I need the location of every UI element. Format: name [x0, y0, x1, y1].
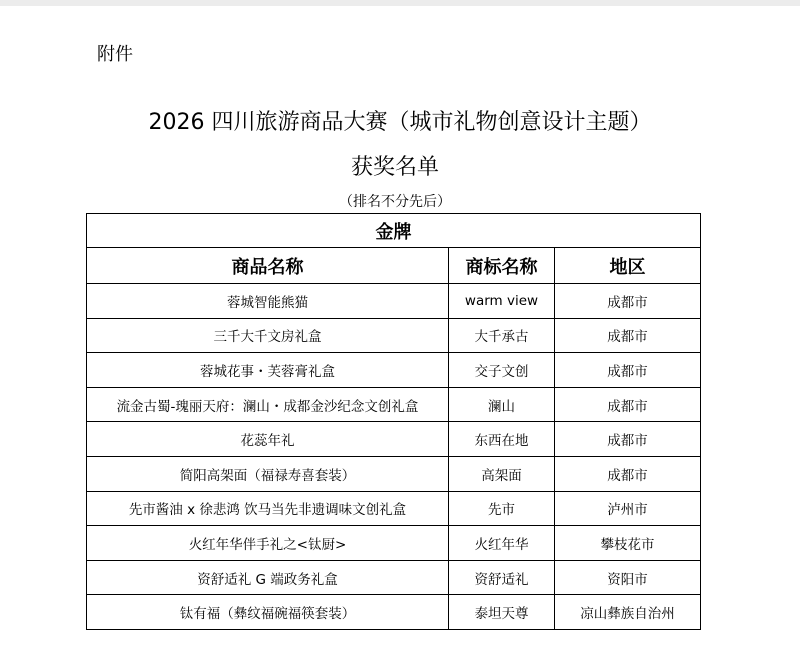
- column-header-product: 商品名称: [87, 248, 449, 284]
- table-row: [87, 595, 701, 630]
- product-name: 蓉城花事・芙蓉膏礼盒: [87, 353, 449, 388]
- product-name: 钛有福（彝纹福碗福筷套装）: [87, 595, 449, 630]
- brand-name: 澜山: [449, 387, 555, 422]
- brand-name: 先市: [449, 491, 555, 526]
- brand-name: 资舒适礼: [449, 560, 555, 595]
- region: 成都市: [555, 456, 701, 491]
- region: 成都市: [555, 318, 701, 353]
- region: 凉山彝族自治州: [555, 595, 701, 630]
- product-name: 花蕊年礼: [87, 422, 449, 457]
- product-name: 三千大千文房礼盒: [87, 318, 449, 353]
- table-row: [87, 422, 701, 457]
- region: 泸州市: [555, 491, 701, 526]
- product-name: 先市酱油 x 徐悲鸿 饮马当先非遗调味文创礼盒: [87, 491, 449, 526]
- brand-name: warm view: [449, 284, 555, 319]
- region: 成都市: [555, 353, 701, 388]
- column-header-brand: 商标名称: [449, 248, 555, 284]
- medal-header: 金牌: [87, 214, 701, 248]
- table-row: [87, 526, 701, 561]
- brand-name: 交子文创: [449, 353, 555, 388]
- brand-name: 东西在地: [449, 422, 555, 457]
- product-name: 火红年华伴手礼之<钛厨>: [87, 526, 449, 561]
- product-name: 简阳高架面（福禄寿喜套装）: [87, 456, 449, 491]
- brand-name: 大千承古: [449, 318, 555, 353]
- region: 攀枝花市: [555, 526, 701, 561]
- awards-table: [86, 213, 701, 630]
- table-row: [87, 491, 701, 526]
- document-title: 2026 四川旅游商品大赛（城市礼物创意设计主题）: [148, 110, 652, 135]
- brand-name: 火红年华: [449, 526, 555, 561]
- table-row: [87, 456, 701, 491]
- product-name: 蓉城智能熊猫: [87, 284, 449, 319]
- document-subtitle: 获奖名单: [350, 155, 439, 180]
- top-bar: [0, 0, 800, 6]
- region: 成都市: [555, 422, 701, 457]
- brand-name: 泰坦天尊: [449, 595, 555, 630]
- table-row: [87, 560, 701, 595]
- table-row: [87, 284, 701, 319]
- region: 成都市: [555, 387, 701, 422]
- product-name: 资舒适礼 G 端政务礼盒: [87, 560, 449, 595]
- attachment-label: 附件: [97, 44, 133, 65]
- ranking-note: （排名不分先后）: [339, 194, 451, 210]
- table-row: [87, 353, 701, 388]
- region: 资阳市: [555, 560, 701, 595]
- table-row: [87, 318, 701, 353]
- brand-name: 高架面: [449, 456, 555, 491]
- product-name: 流金古蜀-瑰丽天府：澜山・成都金沙纪念文创礼盒: [87, 387, 449, 422]
- column-header-region: 地区: [555, 248, 701, 284]
- table-row: [87, 387, 701, 422]
- region: 成都市: [555, 284, 701, 319]
